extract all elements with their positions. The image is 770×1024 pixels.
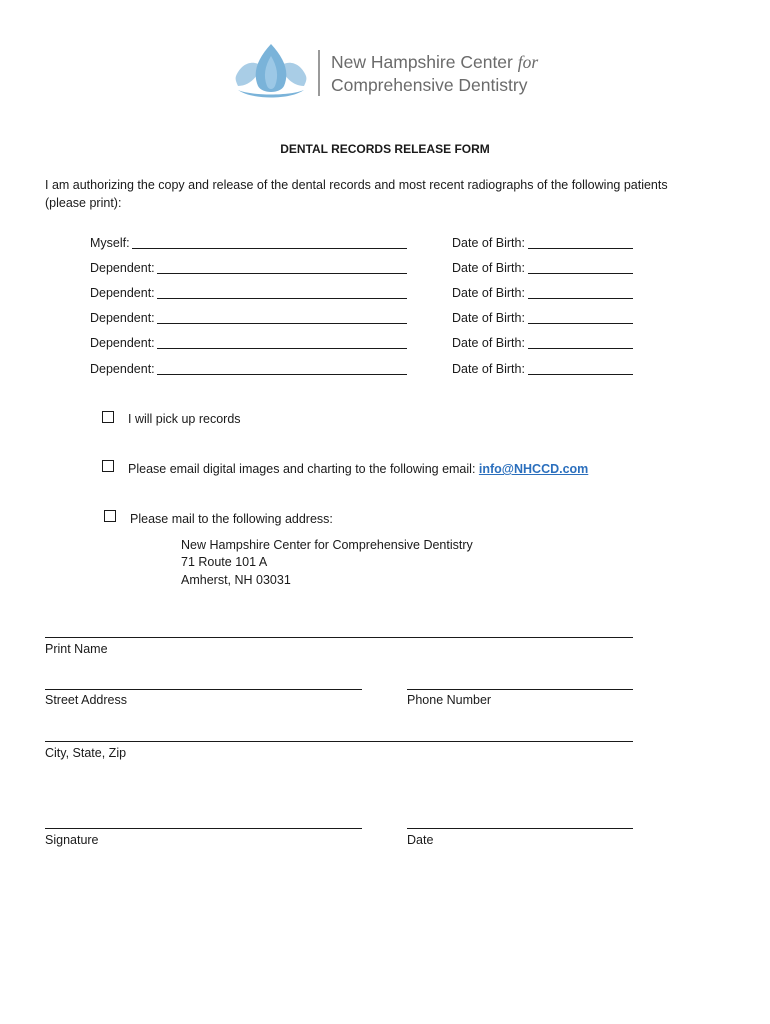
patient-name-field-dependent[interactable] bbox=[157, 336, 407, 349]
dob-label: Date of Birth: bbox=[452, 362, 525, 376]
patient-name-field-dependent[interactable] bbox=[157, 286, 407, 299]
logo-name-for: for bbox=[517, 52, 539, 72]
street-address-field[interactable] bbox=[45, 689, 362, 690]
signature-field[interactable] bbox=[45, 828, 362, 829]
address-line3: Amherst, NH 03031 bbox=[181, 573, 291, 587]
dob-field[interactable] bbox=[528, 362, 633, 375]
signature-label: Signature bbox=[45, 833, 99, 847]
mail-option-label: Please mail to the following address: bbox=[130, 512, 333, 526]
logo-leaf-icon bbox=[232, 42, 310, 102]
patient-label-myself: Myself: bbox=[90, 236, 130, 250]
patient-name-field-myself[interactable] bbox=[132, 236, 407, 249]
dob-field[interactable] bbox=[528, 261, 633, 274]
intro-paragraph: I am authorizing the copy and release of the dental records and most recent radiographs of the following patients (please print): bbox=[45, 178, 668, 210]
dob-label: Date of Birth: bbox=[452, 236, 525, 250]
print-name-field[interactable] bbox=[45, 637, 633, 638]
logo-text-line1 bbox=[331, 52, 538, 73]
email-link[interactable]: info@NHCCD.com bbox=[478, 462, 589, 476]
pickup-option-label: I will pick up records bbox=[128, 412, 241, 426]
patient-name-field-dependent[interactable] bbox=[157, 362, 407, 375]
logo-divider bbox=[318, 50, 320, 96]
email-checkbox[interactable] bbox=[102, 460, 114, 472]
dob-field[interactable] bbox=[528, 336, 633, 349]
mail-checkbox[interactable] bbox=[104, 510, 116, 522]
dob-label: Date of Birth: bbox=[452, 311, 525, 325]
street-address-label: Street Address bbox=[45, 693, 127, 707]
phone-number-label: Phone Number bbox=[407, 693, 492, 707]
form-title: DENTAL RECORDS RELEASE FORM bbox=[280, 142, 490, 156]
pickup-checkbox[interactable] bbox=[102, 411, 114, 423]
dob-label: Date of Birth: bbox=[452, 261, 525, 275]
patient-label-dependent: Dependent: bbox=[90, 362, 155, 376]
patient-label-dependent: Dependent: bbox=[90, 261, 155, 275]
date-field[interactable] bbox=[407, 828, 633, 829]
dob-label: Date of Birth: bbox=[452, 286, 525, 300]
print-name-label: Print Name bbox=[45, 642, 108, 656]
dob-field[interactable] bbox=[528, 311, 633, 324]
logo-text-line2: Comprehensive Dentistry bbox=[331, 75, 528, 95]
phone-number-field[interactable] bbox=[407, 689, 633, 690]
logo-name-main: New Hampshire Center bbox=[331, 52, 518, 72]
email-option-label bbox=[128, 462, 588, 476]
date-label: Date bbox=[407, 833, 434, 847]
dob-field[interactable] bbox=[528, 286, 633, 299]
patient-label-dependent: Dependent: bbox=[90, 311, 155, 325]
patient-label-dependent: Dependent: bbox=[90, 286, 155, 300]
patient-name-field-dependent[interactable] bbox=[157, 311, 407, 324]
city-state-zip-label: City, State, Zip bbox=[45, 746, 127, 760]
email-option-text: Please email digital images and charting to the following email: bbox=[128, 462, 479, 476]
city-state-zip-field[interactable] bbox=[45, 741, 633, 742]
dob-field[interactable] bbox=[528, 236, 633, 249]
address-line1: New Hampshire Center for Comprehensive Dentistry bbox=[181, 538, 473, 552]
patient-label-dependent: Dependent: bbox=[90, 336, 155, 350]
patient-name-field-dependent[interactable] bbox=[157, 261, 407, 274]
dob-label: Date of Birth: bbox=[452, 336, 525, 350]
address-line2: 71 Route 101 A bbox=[181, 555, 268, 569]
